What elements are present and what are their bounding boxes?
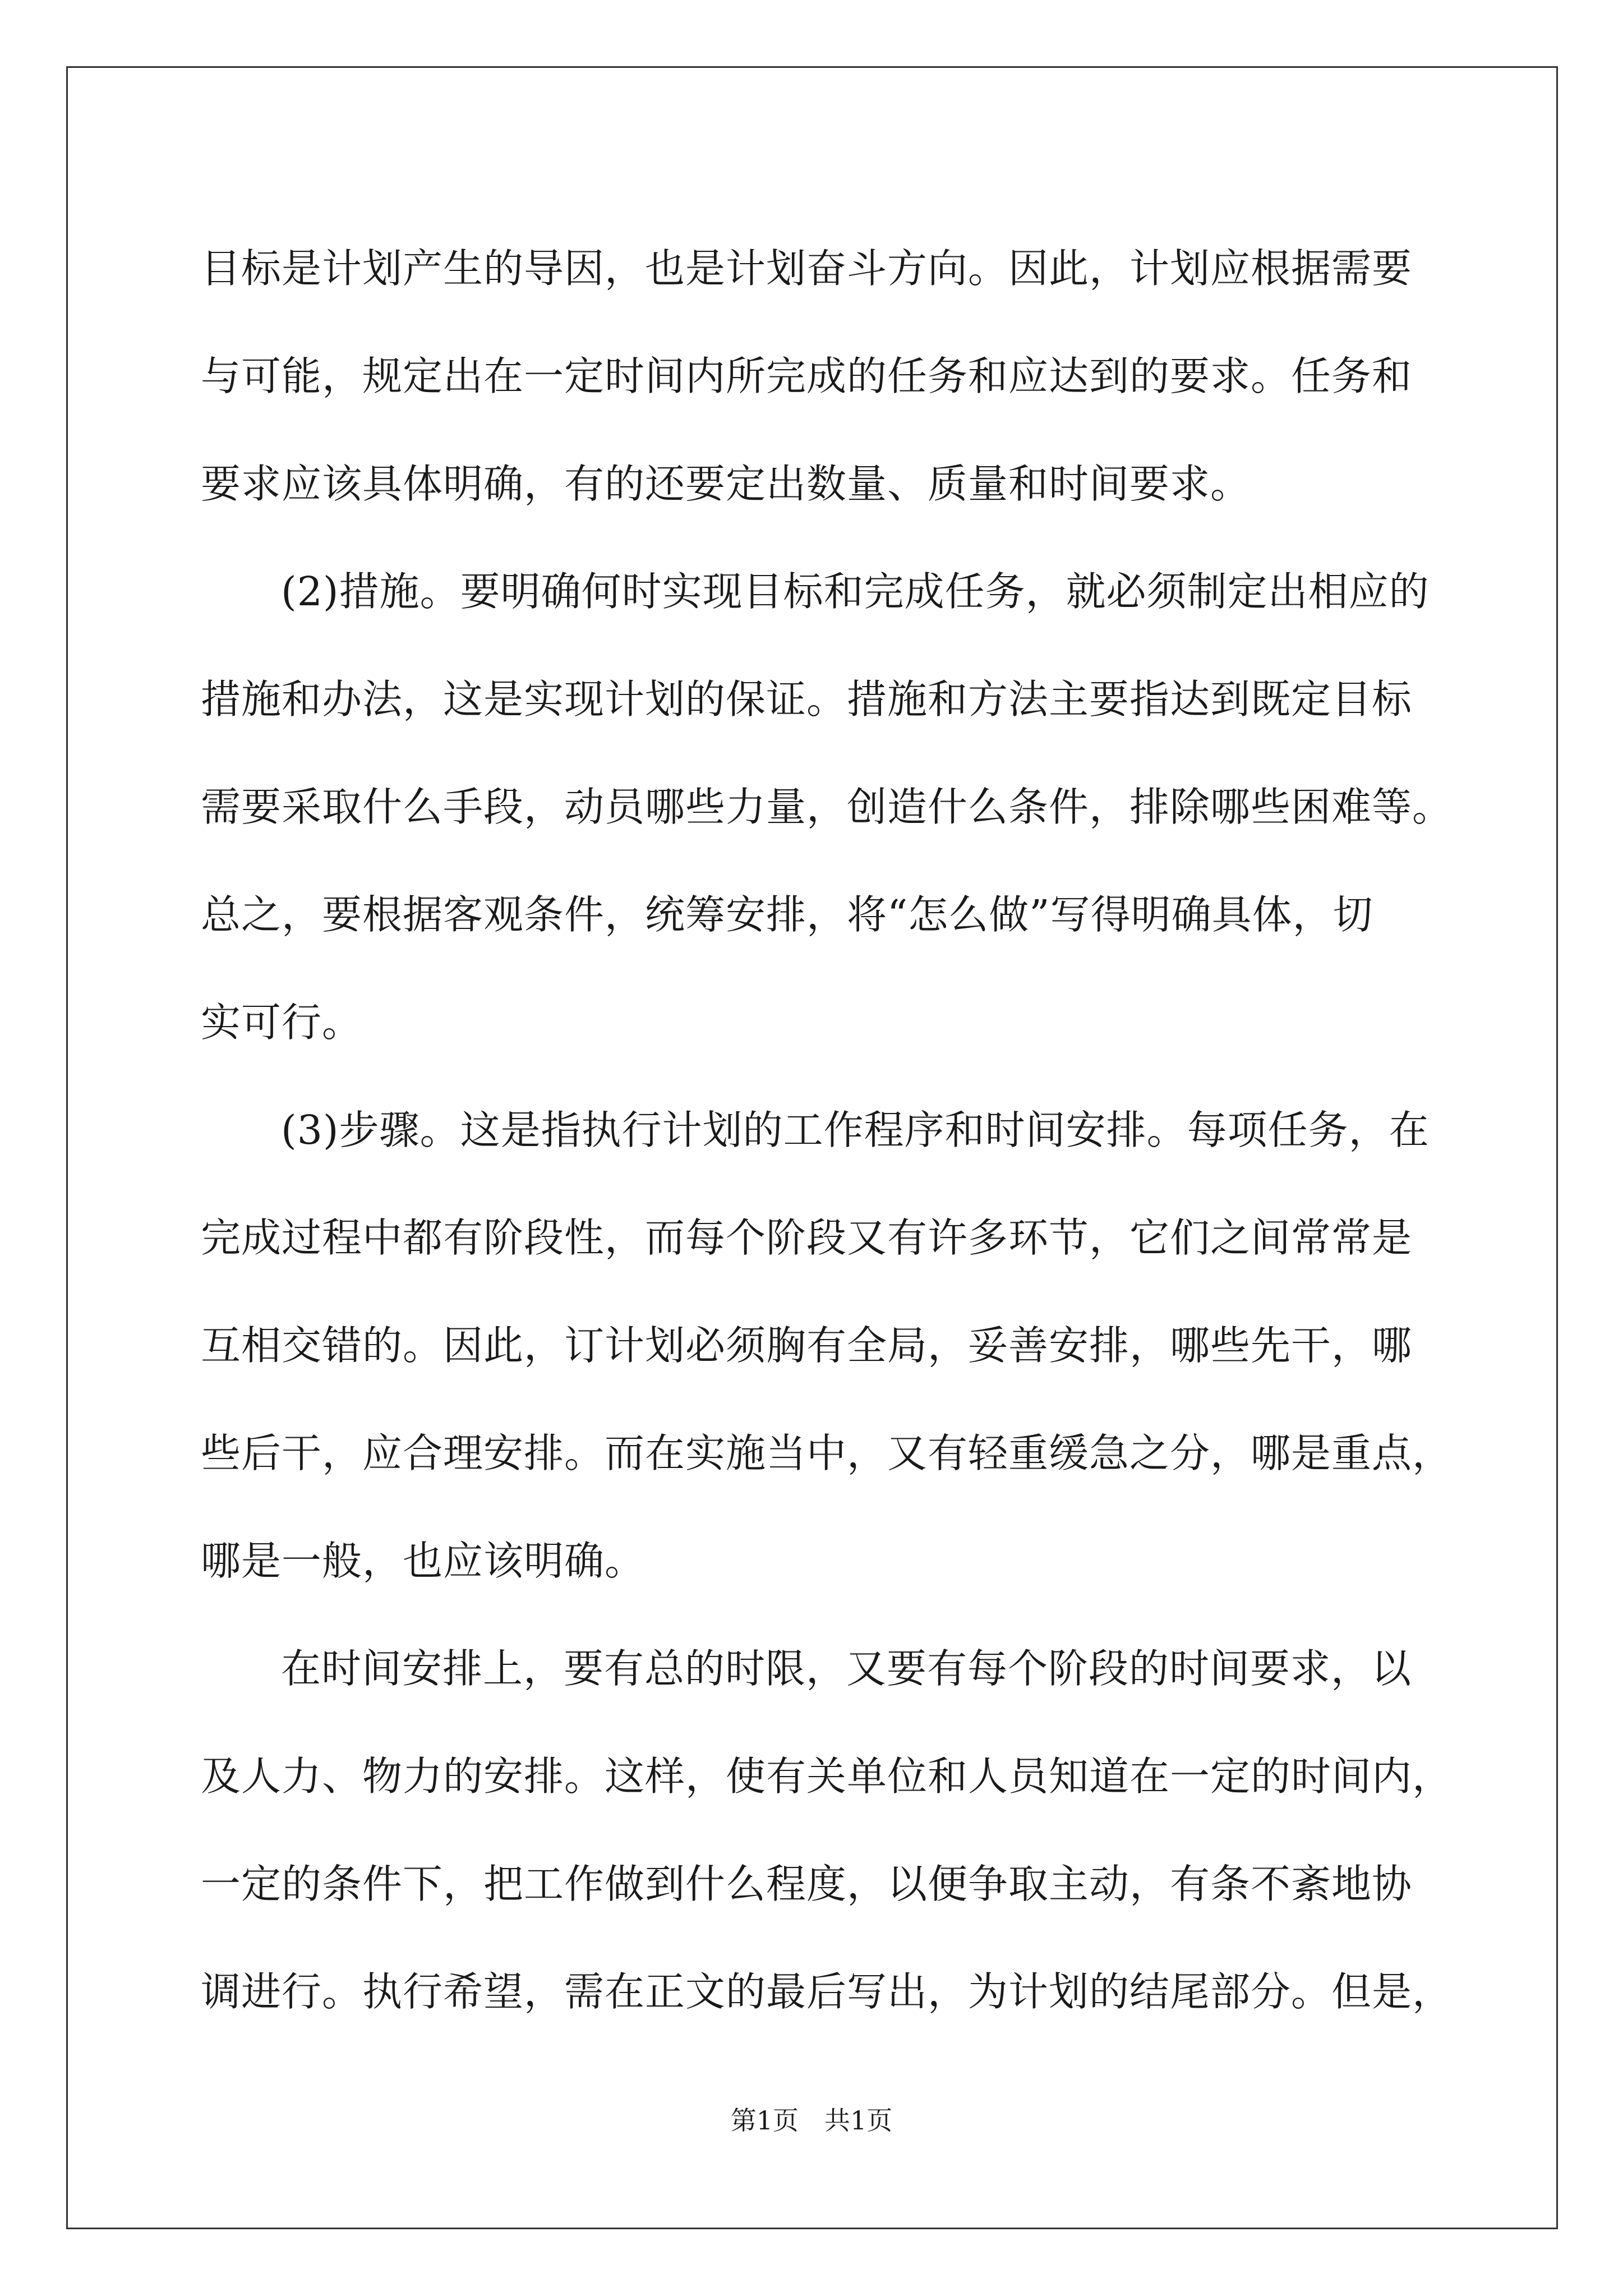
text-line: 措施和办法，这是实现计划的保证。措施和方法主要指达到既定目标 <box>201 676 1413 723</box>
page-footer <box>0 2104 1623 2137</box>
paragraph-start-steps: (3)步骤。这是指执行计划的工作程序和时间安排。每项任务，在 <box>281 1107 1430 1153</box>
text-line: 调进行。执行希望，需在正文的最后写出，为计划的结尾部分。但是， <box>201 1968 1453 2015</box>
paragraph-start-time-arrangement: 在时间安排上，要有总的时限，又要有每个阶段的时间要求，以 <box>281 1645 1412 1692</box>
text-line: 与可能，规定出在一定时间内所完成的任务和应达到的要求。任务和 <box>201 353 1413 399</box>
paragraph-start-measures: (2)措施。要明确何时实现目标和完成任务，就必须制定出相应的 <box>281 568 1430 615</box>
text-line: 要求应该具体明确，有的还要定出数量、质量和时间要求。 <box>201 461 1251 507</box>
text-line: 总之，要根据客观条件，统筹安排，将“怎么做”写得明确具体，切 <box>201 891 1373 938</box>
text-line: 及人力、物力的安排。这样，使有关单位和人员知道在一定的时间内， <box>201 1753 1453 1800</box>
document-body <box>201 215 1453 2046</box>
text-line: 一定的条件下，把工作做到什么程度，以便争取主动，有条不紊地协 <box>201 1861 1413 1907</box>
text-line: 目标是计划产生的导因，也是计划奋斗方向。因此，计划应根据需要 <box>201 245 1413 292</box>
page-total: 共1页 <box>824 2105 893 2136</box>
page-number: 第1页 <box>730 2105 799 2136</box>
text-line: 完成过程中都有阶段性，而每个阶段又有许多环节，它们之间常常是 <box>201 1214 1413 1261</box>
text-line: 需要采取什么手段，动员哪些力量，创造什么条件，排除哪些困难等。 <box>201 784 1453 830</box>
text-line: 哪是一般，也应该明确。 <box>201 1538 645 1584</box>
text-line: 实可行。 <box>201 999 363 1046</box>
text-line: 些后干，应合理安排。而在实施当中，又有轻重缓急之分，哪是重点， <box>201 1430 1453 1476</box>
text-line: 互相交错的。因此，订计划必须胸有全局，妥善安排，哪些先干，哪 <box>201 1322 1413 1369</box>
